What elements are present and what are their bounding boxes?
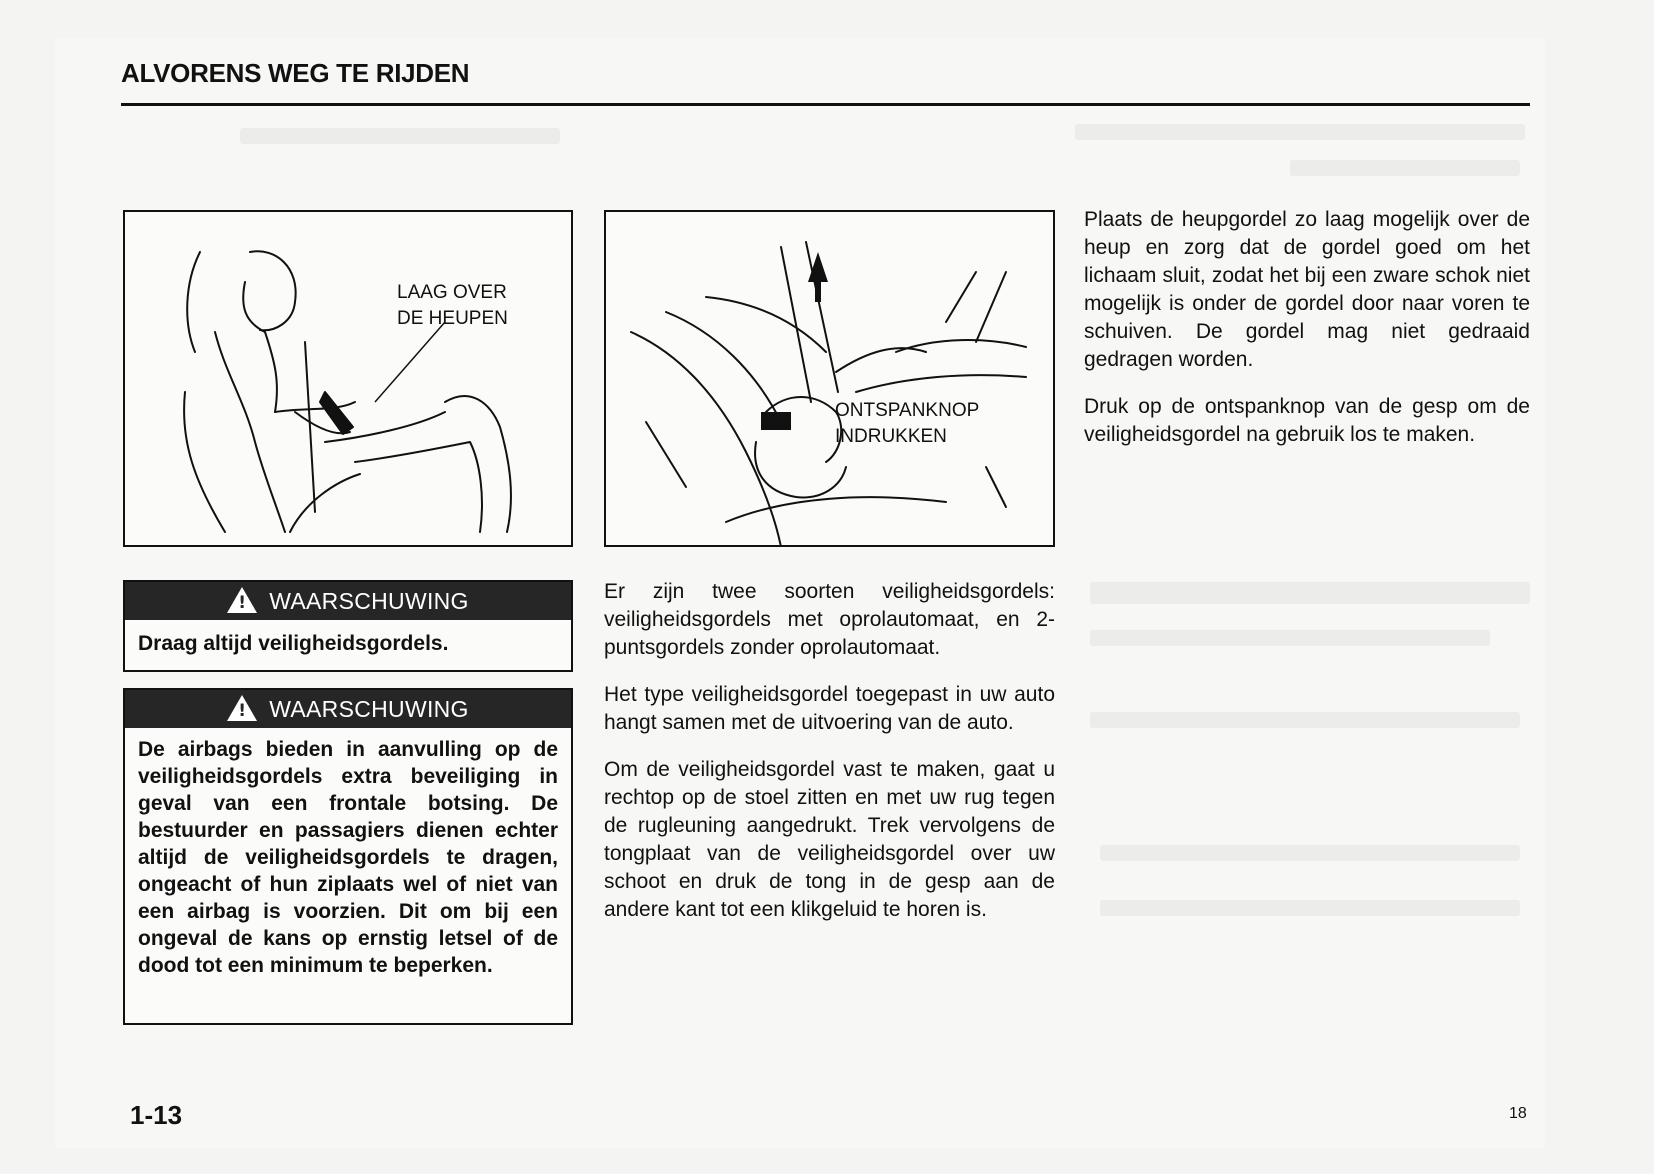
bleed-through-text <box>1290 160 1520 176</box>
section-page-number: 1-13 <box>130 1100 183 1130</box>
warning-box-airbag <box>123 688 573 1025</box>
figure-callout-label <box>835 398 979 450</box>
callout-line: INDRUKKEN <box>835 426 947 447</box>
bleed-through-text <box>1090 630 1490 646</box>
callout-line: DE HEUPEN <box>397 308 508 329</box>
middle-column-text <box>604 578 1055 943</box>
warning-heading: WAARSCHUWING <box>269 587 469 614</box>
illustration-lap-belt <box>123 210 573 547</box>
bleed-through-text <box>1075 124 1525 140</box>
warning-box-seatbelt <box>123 580 573 672</box>
page-title: ALVORENS WEG TE RIJDEN <box>121 58 470 88</box>
bleed-through-text <box>1100 845 1520 861</box>
warning-header <box>125 582 571 620</box>
callout-line: LAAG OVER <box>397 282 507 303</box>
right-column-text <box>1084 206 1530 468</box>
paragraph: Om de veiligheidsgordel vast te maken, gaat u rechtop op de stoel zitten en met uw rug tegen de rugleuning aangedrukt. Trek vervolgens de tongplaat van de veiligheidsgordel over uw schoot en druk de tong in de gesp aan de andere kant tot een klikgeluid te horen is. <box>604 758 1055 921</box>
person-seated-drawing <box>125 212 573 547</box>
buckle-hand-drawing <box>606 212 1055 547</box>
paragraph: Het type veiligheidsgordel toegepast in uw auto hangt samen met de uitvoering van de auto. <box>604 683 1055 734</box>
paragraph: Druk op de ontspanknop van de gesp om de veiligheidsgordel na gebruik los te maken. <box>1084 395 1530 446</box>
bleed-through-text <box>240 128 560 144</box>
warning-body: De airbags bieden in aanvulling op de veiligheidsgordels extra beveiliging in geval van een frontale botsing. De bestuurder en passagiers dienen echter altijd de veiligheidsgordels te dragen, ongeacht of hun ziplaats wel of niet van een airbag is voorzien. Dit om bij een ongeval de kans op ernstig letsel of de dood tot een minimum te beperken. <box>138 738 558 977</box>
illustration-buckle-release <box>604 210 1055 547</box>
warning-heading: WAARSCHUWING <box>269 695 469 722</box>
warning-header <box>125 690 571 728</box>
warning-body: Draag altijd veiligheidsgordels. <box>138 632 449 655</box>
header-divider <box>121 103 1530 106</box>
paragraph: Plaats de heupgordel zo laag mogelijk over de heup en zorg dat de gordel goed om het lichaam sluit, zodat het bij een zware schok niet mogelijk is onder de gordel door naar voren te schuiven. De gordel mag niet gedraaid gedragen worden. <box>1084 208 1530 371</box>
page-number: 18 <box>1509 1105 1527 1122</box>
warning-triangle-icon <box>227 695 257 721</box>
warning-triangle-icon <box>227 587 257 613</box>
bleed-through-text <box>1090 582 1530 604</box>
figure-callout-label <box>397 280 508 332</box>
callout-line: ONTSPANKNOP <box>835 400 980 421</box>
bleed-through-text <box>1090 712 1520 728</box>
paragraph: Er zijn twee soorten veiligheidsgordels: veiligheidsgordels met oprolautomaat, en 2-puntsgordels zonder oprolautomaat. <box>604 580 1055 659</box>
bleed-through-text <box>1100 900 1520 916</box>
